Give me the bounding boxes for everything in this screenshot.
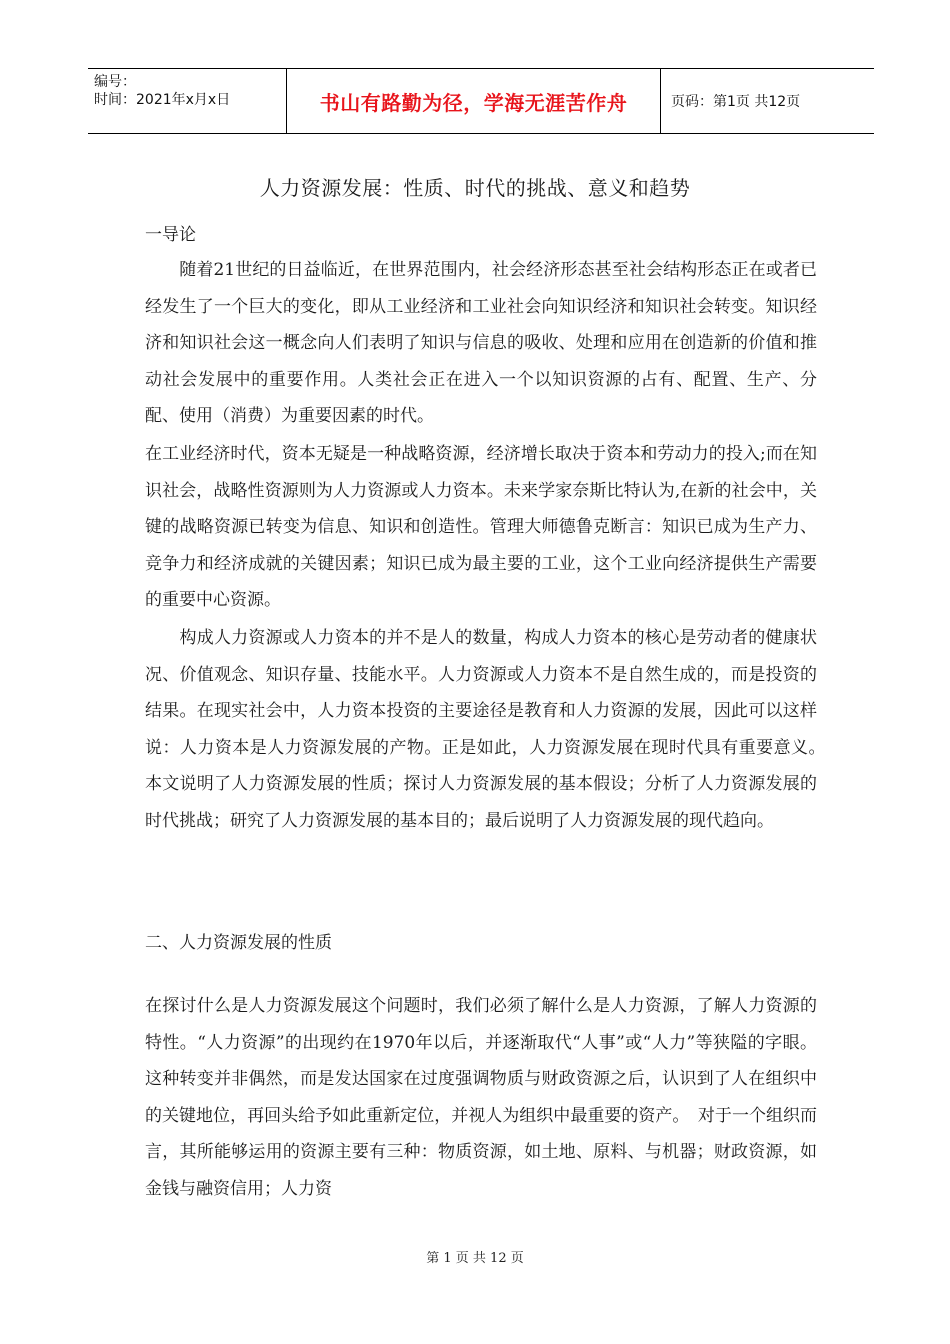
paragraph-1: 随着21世纪的日益临近，在世界范围内，社会经济形态甚至社会结构形态正在或者已经发生了一个巨大的变化，即从工业经济和工业社会向知识经济和知识社会转变。知识经济和知识社会这一概念向人们表明了知识与信息的吸收、处理和应用在创造新的价值和推动社会发展中的重要作用。人类社会正在进入一个以知识资源的占有、配置、生产、分配、使用（消费）为重要因素的时代。 (145, 260, 817, 427)
page-footer: 第 1 页 共 12 页 (426, 1251, 524, 1266)
header-page-info: 页码：第1页 共12页 (671, 94, 801, 110)
header-meta (88, 69, 286, 133)
paragraph-2: 在工业经济时代，资本无疑是一种战略资源，经济增长取决于资本和劳动力的投入;而在知识社会，战略性资源则为人力资源或人力资本。未来学家奈斯比特认为,在新的社会中，关键的战略资源已转变为信息、知识和创造性。管理大师德鲁克断言：知识已成为生产力、竞争力和经济成就的关键因素；知识已成为最主要的工业，这个工业向经济提供生产需要的重要中心资源。 (145, 444, 817, 611)
paragraph-3: 构成人力资源或人力资本的并不是人的数量，构成人力资本的核心是劳动者的健康状况、价值观念、知识存量、技能水平。人力资源或人力资本不是自然生成的，而是投资的结果。在现实社会中，人力资本投资的主要途径是教育和人力资源的发展，因此可以这样说：人力资本是人力资源发展的产物。正是如此，人力资源发展在现时代具有重要意义。 本文说明了人力资源发展的性质；探讨人力资源发展的基本假设；分析了人力资源发展的时代挑战；研究了人力资源发展的基本目的；最后说明了人力资源发展的现代趋向。 (145, 628, 834, 831)
header-motto: 书山有路勤为径，学海无涯苦作舟 (286, 69, 661, 133)
serial-number-label: 编号： (94, 74, 136, 90)
page-header (88, 68, 874, 134)
document-title: 人力资源发展：性质、时代的挑战、意义和趋势 (259, 176, 691, 200)
paragraph-4: 在探讨什么是人力资源发展这个问题时，我们必须了解什么是人力资源，了解人力资源的特性。“人力资源”的出现约在1970年以后，并逐渐取代“人事”或“人力”等狭隘的字眼。这种转变并非偶然，而是发达国家在过度强调物质与财政资源之后，认识到了人在组织中的关键地位，再回头给予如此重新定位，并视人为组织中最重要的资产。 对于一个组织而言，其所能够运用的资源主要有三种：物质资源，如土地、原料、与机器；财政资源，如金钱与融资信用；人力资 (145, 996, 817, 1199)
section-heading-nature: 二、人力资源发展的性质 (145, 933, 332, 953)
time-label: 时间：2021年x月x日 (94, 92, 231, 108)
section-heading-intro: 一导论 (145, 225, 196, 245)
